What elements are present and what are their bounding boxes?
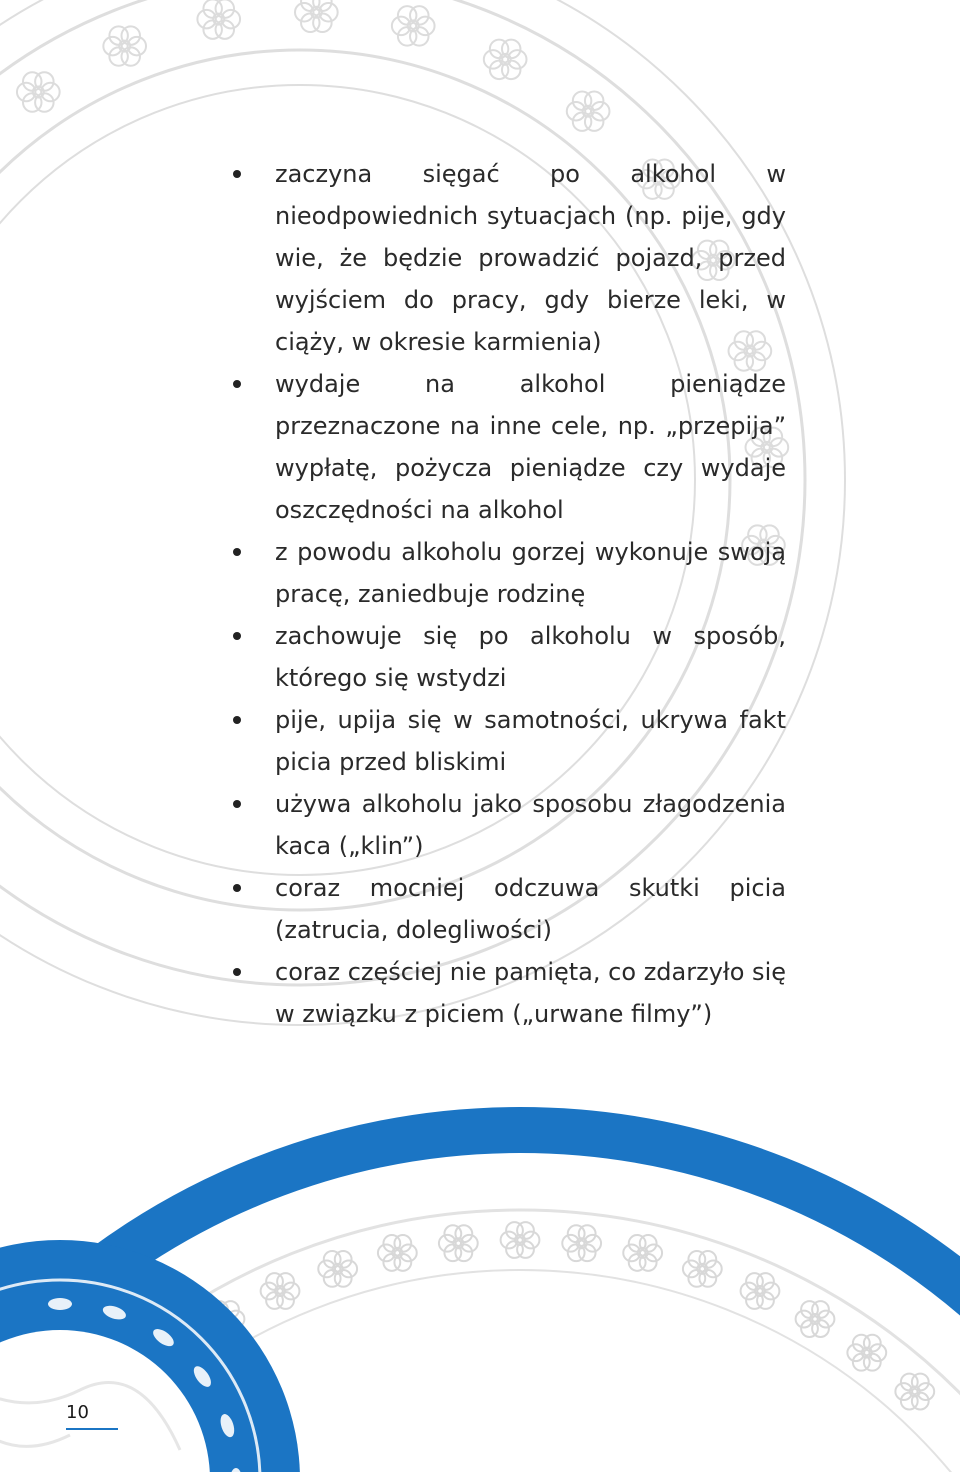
rosette-ornament: [623, 1235, 662, 1271]
list-item: [230, 867, 786, 951]
list-item: [230, 615, 786, 699]
rosette-ornament: [567, 91, 610, 130]
list-item-text: używa alkoholu jako sposobu złagodzenia kaca („klin”): [275, 790, 786, 860]
bullet-list-section: [230, 153, 786, 1035]
rosette-ornament: [103, 26, 146, 65]
rosette-ornament: [683, 1251, 722, 1287]
list-item-text: wydaje na alkohol pieniądze przeznaczone na inne cele, np. „przepija” wypłatę, pożycza pieniądze czy wydaje oszczędności na alkohol: [275, 370, 786, 524]
bullet-dot: [233, 632, 241, 640]
list-item-text: pije, upija się w samotności, ukrywa fakt picia przed bliskimi: [275, 706, 786, 776]
rosette-ornament: [378, 1235, 417, 1271]
bullet-dot: [233, 380, 241, 388]
list-item-text: z powodu alkoholu gorzej wykonuje swoją pracę, zaniedbuje rodzinę: [275, 538, 786, 608]
rosette-ornament: [741, 1273, 780, 1309]
list-item-text: coraz mocniej odczuwa skutki picia (zatrucia, dolegliwości): [275, 874, 786, 944]
bullet-dot: [233, 170, 241, 178]
list-item-text: zachowuje się po alkoholu w sposób, którego się wstydzi: [275, 622, 786, 692]
bullet-dot: [233, 968, 241, 976]
bullet-dot: [233, 548, 241, 556]
rosette-ornament: [295, 0, 338, 32]
page-number-rule: [66, 1428, 118, 1430]
ornament-rosettes-bottom: [206, 1222, 935, 1409]
list-item: [230, 363, 786, 531]
list-item-text: zaczyna sięgać po alkohol w nieodpowiednich sytuacjach (np. pije, gdy wie, że będzie prowadzić pojazd, przed wyjściem do pracy, gdy bierze leki, w ciąży, w okresie karmienia): [275, 160, 786, 356]
rosette-ornament: [562, 1225, 601, 1261]
blue-floral-disc: [0, 1240, 300, 1472]
rosette-ornament: [261, 1273, 300, 1309]
rosette-ornament: [318, 1251, 357, 1287]
list-item-text: coraz częściej nie pamięta, co zdarzyło się w związku z piciem („urwane filmy”): [275, 958, 786, 1028]
list-item: [230, 531, 786, 615]
rosette-ornament: [847, 1335, 886, 1371]
page-number: 10: [66, 1402, 89, 1423]
rosette-ornament: [439, 1225, 478, 1261]
list-item: [230, 783, 786, 867]
bullet-dot: [233, 800, 241, 808]
leaf-ornament: [48, 1298, 72, 1310]
rosette-ornament: [501, 1222, 540, 1258]
rosette-ornament: [17, 72, 60, 111]
list-item: [230, 153, 786, 363]
warning-signs-list: [230, 153, 786, 1035]
bullet-dot: [233, 716, 241, 724]
rosette-ornament: [484, 40, 527, 79]
list-item: [230, 951, 786, 1035]
rosette-ornament: [895, 1374, 934, 1410]
list-item: [230, 699, 786, 783]
rosette-ornament: [197, 0, 240, 39]
bullet-dot: [233, 884, 241, 892]
rosette-ornament: [796, 1301, 835, 1337]
rosette-ornament: [392, 6, 435, 45]
